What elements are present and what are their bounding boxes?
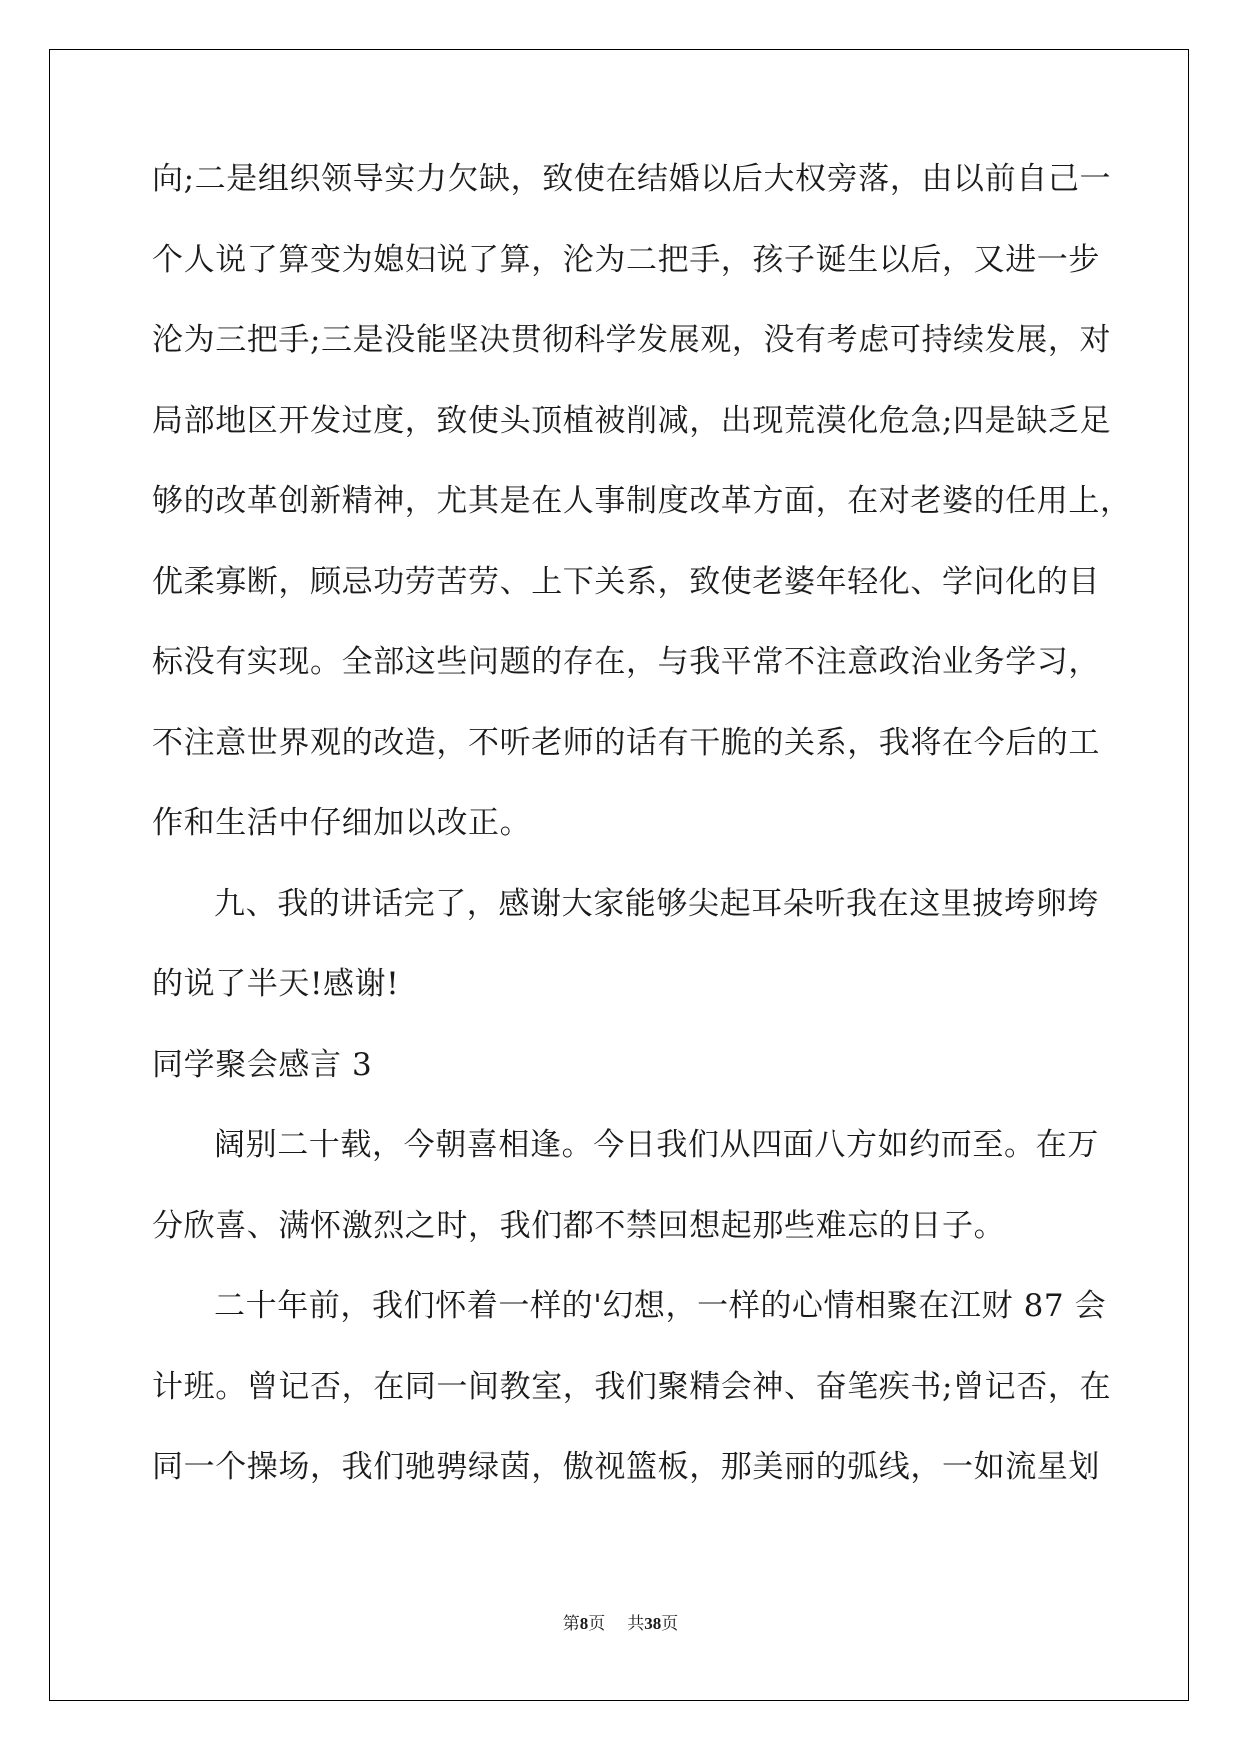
text-line: 优柔寡断，顾忌功劳苦劳、上下关系，致使老婆年轻化、学问化的目	[152, 564, 1100, 600]
paragraph-start: 九、我的讲话完了，感谢大家能够尖起耳朵听我在这里披垮卵垮	[214, 886, 1099, 922]
footer-total-suffix: 页	[661, 1614, 679, 1634]
text-line: 向;二是组织领导实力欠缺，致使在结婚以后大权旁落，由以前自己一	[152, 161, 1112, 197]
text-line: 标没有实现。全部这些问题的存在，与我平常不注意政治业务学习，	[152, 644, 1100, 680]
text-line: 计班。曾记否，在同一间教室，我们聚精会神、奋笔疾书;曾记否，在	[152, 1369, 1112, 1405]
text-line: 沦为三把手;三是没能坚决贯彻科学发展观，没有考虑可持续发展，对	[152, 322, 1112, 358]
text-line: 个人说了算变为媳妇说了算，沦为二把手，孩子诞生以后，又进一步	[152, 242, 1100, 278]
text-line: 局部地区开发过度，致使头顶植被削减，出现荒漠化危急;四是缺乏足	[152, 403, 1112, 439]
text-line: 不注意世界观的改造，不听老师的话有干脆的关系，我将在今后的工	[152, 725, 1100, 761]
paragraph-start: 阔别二十载，今朝喜相逢。今日我们从四面八方如约而至。在万	[214, 1127, 1099, 1163]
paragraph-start: 二十年前，我们怀着一样的'幻想，一样的心情相聚在江财 87 会	[214, 1288, 1107, 1324]
footer-total-prefix: 共	[627, 1614, 645, 1634]
page-number: 8	[579, 1614, 589, 1633]
footer-prefix: 第	[562, 1614, 580, 1634]
total-pages: 38	[644, 1614, 662, 1633]
text-line: 够的改革创新精神，尤其是在人事制度改革方面，在对老婆的任用上，	[152, 483, 1132, 519]
text-line: 分欣喜、满怀激烈之时，我们都不禁回想起那些难忘的日子。	[152, 1208, 1006, 1244]
text-line: 作和生活中仔细加以改正。	[152, 805, 532, 841]
section-heading: 同学聚会感言 3	[152, 1047, 373, 1083]
text-line: 的说了半天!感谢!	[152, 966, 400, 1002]
footer-page-suffix: 页	[588, 1614, 606, 1634]
text-line: 同一个操场，我们驰骋绿茵，傲视篮板，那美丽的弧线，一如流星划	[152, 1449, 1100, 1485]
page-footer	[0, 1612, 1241, 1636]
